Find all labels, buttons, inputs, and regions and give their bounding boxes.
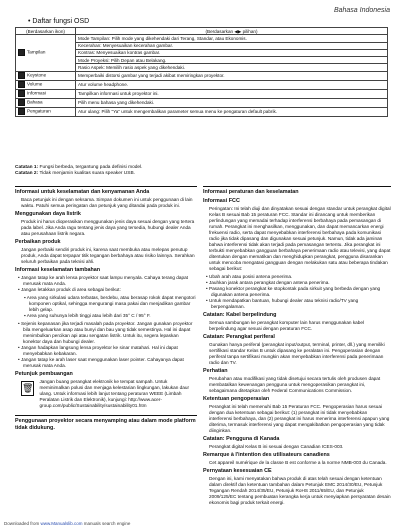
tampilan-row: Mode Tampilan: Pilih mode yang dikehendaki dari Terang, Standar, atau Ekonomis. [76,35,388,42]
settings-label-cell: Pengaturan [16,107,76,116]
language-icon [18,99,25,106]
list-item: • Jangan tatap ke arah laser saat menggunakan laser pointer. Cahayanya dapat merusak mata Anda. [23,357,197,369]
settings-icon [18,108,25,115]
canada-fr-title: Remarque à l'intention des utilisateurs canadiens [203,451,330,458]
tampilan-row: Mode Proyeksi: Pilih Depan atau Belakang. [76,57,388,64]
caution-title: Perhatian [203,367,228,374]
language-header: Bahasa Indonesia [333,7,390,14]
manualslib-link[interactable]: www.Manualslib.com [40,521,83,526]
list-item: • Untuk mendapatkan bantuan, hubungi dealer atau teknisi radio/TV yang berpengalaman. [211,298,391,310]
service-title: Perbaikan produk [15,238,61,245]
tampilan-row: Kecerahan: Menyesuaikan kecerahan gambar. [76,42,388,49]
language-label-cell: Bahasa [16,98,76,107]
list-item: • Jangan letakkan produk di area sebagai berikut: [23,287,197,293]
list-item: • Jangan hadapkan langsung lensa proyektor ke sinar matahari. Hal ini dapat menyebabkan kebakaran. [23,345,197,357]
disposal-block [15,379,197,411]
shielded-cable-text: Semua sambungan ke perangkat komputer lain harus menggunakan kabel berpelindung agar sesuai dengan peraturan FCC. [209,319,365,331]
keystone-label-cell: Keystone [16,71,76,80]
list-item: • Pasang konektor perangkat ke stopkontak pada sirkuit yang berbeda dengan yang digunakan antena penerima. [211,286,391,298]
info-desc: Tampilkan informasi untuk proyektor ini. [76,89,388,98]
disposal-text: Jangan buang perangkat elektronik ke tempat sampah. Untuk meminimalkan polusi dan menjaga kelestarian lingkungan, lakukan daur ulang. Untuk informasi lebih lanjut tentang peraturan WEEE (Limbah Peralatan Listrik dan Elektronik), kunjungi: http://www.acer-group.com/public/Sustainability/sustainability01.htm [39,378,190,408]
recycle-bin-icon: 🗑 [21,381,34,396]
disposal-title: Petunjuk pembuangan [15,370,73,377]
extra-safety-list-2 [15,321,197,369]
service-text: Jangan perbaiki sendiri produk ini, karena saat membuka atau melepas penutup produk, Anda dapat terpapar titik tegangan berbahaya atau risiko lainnya. Serahkan seluruh perbaikan pada teknisi ahli. [21,246,195,264]
peripheral-title: Catatan: Perangkat periferal [203,334,275,341]
power-title: Menggunakan daya listrik [15,210,81,217]
volume-icon [18,81,25,88]
volume-label-cell: Volume [16,80,76,89]
display-icon [18,49,25,56]
extra-safety-sublist [15,295,197,319]
extra-safety-title: Informasi keselamatan tambahan [15,266,101,273]
list-item: • Ubah arah atau posisi antena penerima. [211,274,391,280]
list-item: ▪ Area yang suhunya lebih tinggi atau lebih dari 35° C / 95° F. [29,313,197,319]
left-column [15,184,197,432]
power-text: Produk ini harus dioperasikan menggunakan jenis daya sesuai dengan yang tertera pada label. Jika Anda ragu tentang jenis daya yang tersedia, hubungi dealer Anda atau perusahaan listrik negara. [21,218,195,236]
tampilan-label-cell: Tampilan [16,35,76,71]
keystone-desc: Memperbaiki distorsi gambar yang terjadi akibat memiringkan proyektor. [76,71,388,80]
caution-text: Perubahan atau modifikasi yang tidak disetujui secara tertulis oleh produsen dapat membatalkan kewenangan pengguna untuk mengoperasikan perangkat ini, sebagaimana ditetapkan oleh Federal Communications Commission. [209,375,381,393]
list-item: ▪ Area yang sirkulasi udara terbatas, berdebu, atau berasap rokok dapat mengotori komponen optikal, sehingga mengurangi masa pakai dan menjadikan gambar lebih gelap. [29,295,197,313]
list-item: • Jauhkan jarak antara perangkat dengan antena penerima. [211,280,391,286]
peripheral-text: Gunakan hanya periferal (perangkat input/output, terminal, printer, dll.) yang memiliki sertifikasi standar Kelas B untuk dipasang ke peralatan ini. Pengoperasian dengan periferal tanpa sertifikasi mungkin akan menyebabkan interferensi pada penerimaan radio dan TV. [209,341,385,365]
fcc-text: Peringatan: Ini telah diuji dan dinyatakan sesuai dengan standar untuk perangkat digital Kelas B sesuai Bab 15 peraturan FCC. Standar ini dirancang untuk memberikan perlindungan yang memadai terhadap interferensi berbahaya pada pemasangan di rumah. Perangkat ini menghasilkan, menggunakan, dan dapat memancarkan energi frekuensi radio, serta dapat menyebabkan interferensi berbahaya pada komunikasi radio jika tidak dipasang dan digunakan sesuai petunjuk. Namun, tidak ada jaminan bahwa interferensi tidak akan terjadi pada pemasangan tertentu. Jika perangkat ini terbukti menyebabkan gangguan berbahaya penerimaan radio atau televisi, yang dapat ditentukan dengan mematikan dan menghidupkan perangkat, pengguna disarankan untuk mencoba mengatasi gangguan dengan melakukan satu atau beberapa tindakan sebagai berikut: [209,205,391,271]
right-column [203,184,391,508]
operation-text: Perangkat ini telah memenuhi Bab 15 Peraturan FCC. Pengoperasian harus sesuai dengan dua ketentuan sebagai berikut: (1) perangkat ini tidak menyebabkan interferensi berbahaya, dan (2) perangkat ini harus menerima interferensi apapun yang diterima, termasuk interferensi yang dapat mengakibatkan pengoperasian yang tidak diinginkan. [209,403,390,433]
canada-fr-text: Cet appareil numérique de la classe B est conforme a la norme NMB-003 du Canada. [209,459,387,465]
canada-title: Catatan: Pengguna di Kanada [203,435,280,442]
fcc-list [203,274,391,310]
download-footer: Downloaded from www.Manualslib.com manuals search engine [4,521,131,526]
shielded-cable-title: Catatan: Kabel berpelindung [203,312,277,319]
tampilan-row: Rasio Aspek: Memilih rasio aspek yang dikehendaki. [76,64,388,71]
canada-text: Perangkat digital Kelas B ini sesuai dengan Canadian ICES-003. [209,443,344,449]
settings-desc: Atur ulang: Pilih "Ya" untuk mengembalikan parameter semua menu ke pengaturan default pabrik. [76,107,388,116]
osd-col-icon-header: (Berdasarkan ikon) [16,28,76,35]
info-label-cell: Informasi [16,89,76,98]
safety-text: Baca petunjuk ini dengan seksama. Simpan dokumen ini untuk penggunaan di lain waktu. Patuhi semua peringatan dan petunjuk yang ditandai pada produk ini. [21,196,193,208]
tampilan-row: Kontras: Menyesuaikan kontras gambar. [76,49,388,56]
list-item: • Jangan tatap ke arah lensa proyektor saat lampu menyala. Cahaya terang dapat merusak mata Anda. [23,275,197,287]
list-item: • Sejenis kepanasan jika terjadi masalah pada proyektor. Jangan gunakan proyektor bila mengeluarkan asap atau bunyi dan bau yang tidak semestinya. Hal ini dapat menimbulkan percikan api atau sengatan listrik. Untuk itu, segera lepaskan konektor daya dan hubungi dealer. [23,321,197,345]
ce-text: Dengan ini, kami menyatakan bahwa produk di atas telah sesuai dengan ketentuan dalam direktif dan ketentuan tambahan dalam Petunjuk EMC 2014/30/EU, Petunjuk Tegangan Rendah 2014/35/EU, Petunjuk RoHS 2011/65/EU, dan Petunjuk 2009/125/EC tentang pembuatan kerangka kerja untuk menyiapkan persyaratan desain ekonomis bagi produk terkait energi. [209,475,391,505]
volume-desc: Atur volume headphone. [76,80,388,89]
mounting-warning: Penggunaan proyektor secara menyamping atau dalam mode platform tidak didukung. [15,415,197,432]
operation-title: Ketentuan pengoperasian [203,395,270,402]
osd-section-title: • Daftar fungsi OSD [28,18,90,25]
fcc-title: Informasi FCC [203,197,240,204]
language-desc: Pilih menu bahasa yang dikehendaki. [76,98,388,107]
ce-title: Pernyataan kesesuaian CE [203,467,272,474]
info-icon [18,90,25,97]
extra-safety-list [15,275,197,293]
osd-col-option-header: (Berdasarkan ◀▶ pilihan) [76,28,388,35]
safety-title: Informasi untuk keselamatan dan kenyamanan Anda [15,186,197,196]
osd-function-table [15,27,388,117]
keystone-icon [18,72,25,79]
regulatory-title: Informasi peraturan dan keselamatan [203,186,391,196]
osd-notes: Catatan 1: Fungsi berbeda, tergantung pada definisi model. Catatan 2: Tidak menjamin kualitas suara speaker USB. [15,165,143,177]
